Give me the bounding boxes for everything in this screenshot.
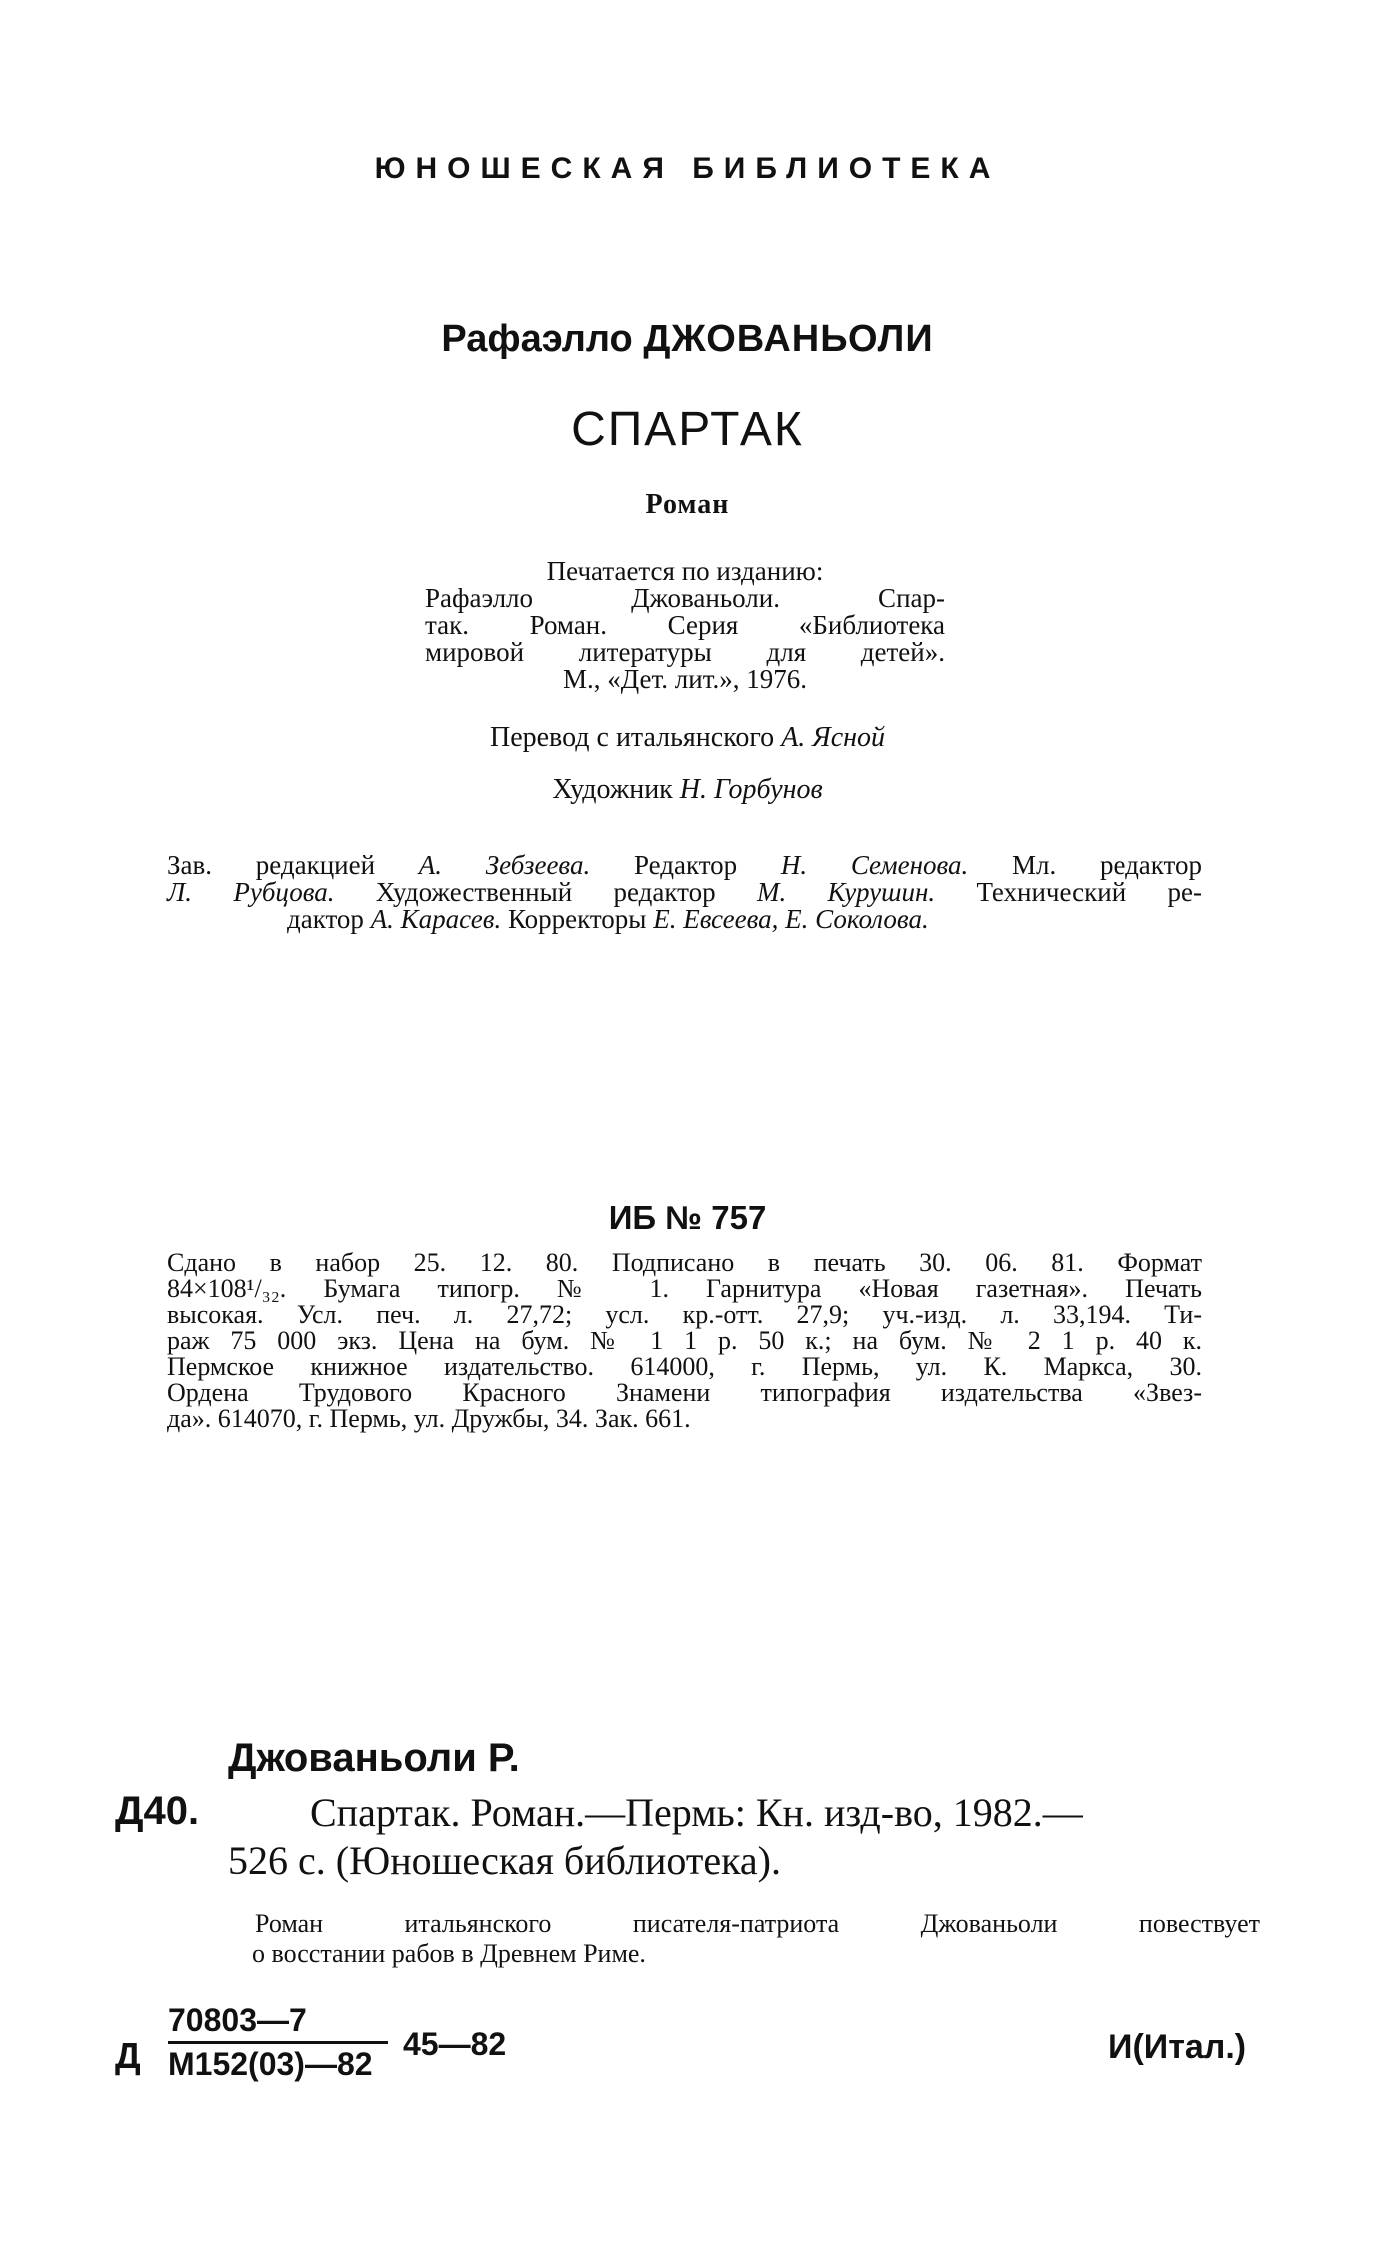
source-line: М., «Дет. лит.», 1976. — [563, 664, 807, 694]
imprint-line: да». 614070, г. Пермь, ул. Дружбы, 34. Зак. 661. — [167, 1404, 691, 1433]
genre-label: Роман — [645, 489, 730, 520]
editors-line-2 — [167, 879, 1202, 906]
translator-name: А. Ясной — [781, 722, 886, 753]
credit-text: дактор — [287, 904, 371, 934]
credit-text: Зав. редакцией — [167, 850, 419, 880]
illustrator-prefix: Художник — [552, 774, 673, 805]
bibliographic-line: 526 с. (Юношеская библиотека). — [228, 1838, 781, 1883]
classification-code: И(Итал.) — [1108, 2028, 1247, 2066]
book-title: СПАРТАК — [571, 403, 804, 456]
annotation-line: Роман итальянского писателя-патриота Джованьоли повествует — [255, 1909, 1260, 1938]
credit-text: Художественный редактор — [334, 877, 757, 907]
imprint-block — [167, 1250, 1202, 1432]
author-last-name: ДЖОВАНЬОЛИ — [643, 318, 934, 360]
credit-name: М. Курушин. — [756, 877, 936, 907]
credit-name: Е. Евсеева, Е. Соколова. — [653, 904, 929, 934]
credit-text: Редактор — [590, 850, 781, 880]
author-name — [0, 318, 1375, 361]
bibliographic-code: Д40. — [115, 1789, 200, 1833]
imprint-line: Пермское книжное издательство. 614000, г. Пермь, ул. К. Маркса, 30. — [167, 1352, 1202, 1381]
imprint-line: Сдано в набор 25. 12. 80. Подписано в печать 30. 06. 81. Формат — [167, 1248, 1202, 1277]
fraction-suffix: 45—82 — [403, 2026, 507, 2062]
classification-letter: Д — [115, 2035, 141, 2076]
source-line: Печатается по изданию: — [546, 556, 824, 586]
illustrator-credit — [0, 774, 1375, 806]
translator-prefix: Перевод с итальянского — [489, 722, 775, 753]
fraction-numerator: 70803—7 — [168, 2002, 388, 2044]
classification-fraction — [168, 2002, 388, 2083]
source-line: мировой литературы для детей». — [425, 637, 945, 667]
bibliographic-line: Спартак. Роман.—Пермь: Кн. изд-во, 1982.— — [310, 1790, 1083, 1835]
source-line: Рафаэлло Джованьоли. Спар- — [425, 583, 945, 613]
imprint-line: 84×108¹/₃₂. Бумага типогр. № 1. Гарнитура «Новая газетная». Печать — [167, 1274, 1202, 1303]
credit-text: Технический ре- — [935, 877, 1202, 907]
illustrator-name: Н. Горбунов — [679, 774, 823, 805]
series-title: ЮНОШЕСКАЯ БИБЛИОТЕКА — [374, 152, 1001, 185]
credit-name: А. Карасев. — [370, 904, 502, 934]
imprint-line: Ордена Трудового Красного Знамени типография издательства «Звез- — [167, 1378, 1202, 1407]
credit-text: Мл. редактор — [968, 850, 1202, 880]
author-first-name: Рафаэлло — [441, 318, 633, 360]
ib-number: ИБ № 757 — [608, 1199, 767, 1236]
fraction-denominator: М152(03)—82 — [168, 2046, 373, 2082]
editorial-credits — [167, 852, 1202, 933]
credit-name: Н. Семенова. — [780, 850, 969, 880]
credit-name: Л. Рубцова. — [167, 877, 335, 907]
imprint-line: высокая. Усл. печ. л. 27,72; усл. кр.-отт. 27,9; уч.-изд. л. 33,194. Ти- — [167, 1300, 1202, 1329]
editors-line-3 — [167, 906, 1202, 933]
annotation — [252, 1909, 1260, 1969]
credit-text: Корректоры — [501, 904, 654, 934]
source-line: так. Роман. Серия «Библиотека — [425, 610, 945, 640]
bibliographic-heading: Джованьоли Р. — [228, 1736, 520, 1780]
editors-line-1 — [167, 852, 1202, 879]
bibliographic-description — [228, 1789, 1258, 1885]
imprint-line: раж 75 000 экз. Цена на бум. № 1 1 р. 50 к.; на бум. № 2 1 р. 40 к. — [167, 1326, 1202, 1355]
annotation-line: о восстании рабов в Древнем Риме. — [252, 1939, 646, 1968]
credit-name: А. Зебзеева. — [418, 850, 591, 880]
source-edition-note — [425, 558, 945, 693]
translator-credit — [0, 722, 1375, 754]
